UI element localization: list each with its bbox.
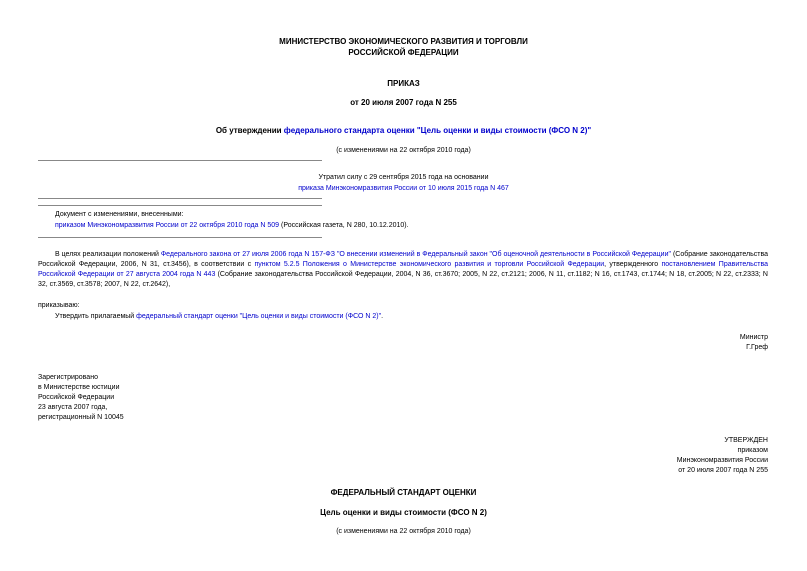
registration-line: 23 августа 2007 года,: [38, 404, 108, 411]
amended-doc-line: [55, 222, 409, 229]
standard-title: ФЕДЕРАЛЬНЫЙ СТАНДАРТ ОЦЕНКИ: [330, 488, 477, 497]
signatory-name: Г.Греф: [746, 344, 768, 351]
approval-line: приказом: [737, 447, 768, 454]
order-subject-prefix: Об утверждении: [215, 126, 284, 135]
registration-block: [38, 373, 124, 423]
preamble-text-3: , утвержденного: [604, 261, 662, 268]
registration-line: в Министерстве юстиции: [38, 384, 120, 391]
approve-prefix: Утвердить прилагаемый: [55, 313, 137, 320]
preamble-paragraph: [38, 250, 768, 290]
divider: [38, 237, 322, 238]
registration-line: Зарегистрировано: [38, 374, 98, 381]
ministry-name-line2: РОССИЙСКОЙ ФЕДЕРАЦИИ: [348, 48, 459, 57]
approval-line: УТВЕРЖДЕН: [724, 437, 768, 444]
amended-doc-source: (Российская газета, N 280, 10.12.2010).: [279, 222, 409, 229]
approved-standard-link[interactable]: федеральный стандарт оценки "Цель оценки и виды стоимости (ФСО N 2)": [136, 313, 382, 320]
standard-subtitle: Цель оценки и виды стоимости (ФСО N 2): [320, 508, 487, 517]
approve-clause: [55, 313, 383, 320]
order-date: от 20 июля 2007 года N 255: [350, 98, 457, 107]
ministry-regulation-link[interactable]: пунктом 5.2.5 Положения о Министерстве экономического развития и торговли Российской Федерации: [254, 261, 605, 268]
amendments-note: (с изменениями на 22 октября 2010 года): [336, 147, 471, 154]
preamble-text-2: (Собрание законодательства Российской Федерации, 2006, N 31, ст.3456), в соответствии с: [38, 251, 768, 268]
registration-line: Российской Федерации: [38, 394, 115, 401]
preamble-text-1: В целях реализации положений: [55, 251, 161, 258]
divider: [38, 160, 322, 161]
approval-line: Минэкономразвития России: [676, 457, 768, 464]
amending-order-link[interactable]: приказом Минэкономразвития России от 22 октября 2010 года N 509: [55, 222, 280, 229]
lapsed-order-link[interactable]: приказа Минэкономразвития России от 10 июля 2015 года N 467: [298, 185, 509, 192]
registration-line: регистрационный N 10045: [38, 414, 124, 421]
divider: [38, 205, 322, 206]
order-subject: [0, 126, 807, 135]
federal-law-157-link[interactable]: Федерального закона от 27 июля 2006 года N 157-ФЗ "О внесении изменений в Федеральный закон "Об оценочной деятельности в Российской Федерации": [160, 251, 671, 258]
government-decree-443-link[interactable]: постановлением Правительства Российской Федерации от 27 августа 2004 года N 443: [38, 261, 768, 278]
lapsed-note: Утратил силу с 29 сентября 2015 года на основании: [318, 174, 489, 181]
approve-suffix: .: [381, 313, 384, 320]
preamble-text-4: (Собрание законодательства Российской Федерации, 2004, N 36, ст.3670; 2005, N 22, ст.2121; 2006, N 11, ст.1182; N 16, ст.1743, ст.1744; N 18, ст.2005; N 22, ст.2333; N 32, ст.3569, ст.3578; 2007, N 22, ст.2642),: [38, 271, 768, 288]
fso2-standard-link[interactable]: федерального стандарта оценки "Цель оценки и виды стоимости (ФСО N 2)": [283, 126, 592, 135]
approval-line: от 20 июля 2007 года N 255: [678, 467, 768, 474]
approval-block: [677, 436, 768, 476]
order-verb: приказываю:: [38, 302, 80, 309]
divider: [38, 198, 322, 199]
amended-doc-label: Документ с изменениями, внесенными:: [55, 211, 184, 218]
signatory-title: Министр: [739, 334, 768, 341]
standard-amendments-note: (с изменениями на 22 октября 2010 года): [336, 528, 471, 535]
signature-block: [740, 333, 768, 353]
order-heading: ПРИКАЗ: [387, 79, 420, 88]
ministry-name-line1: МИНИСТЕРСТВО ЭКОНОМИЧЕСКОГО РАЗВИТИЯ И ТОРГОВЛИ: [279, 37, 528, 46]
